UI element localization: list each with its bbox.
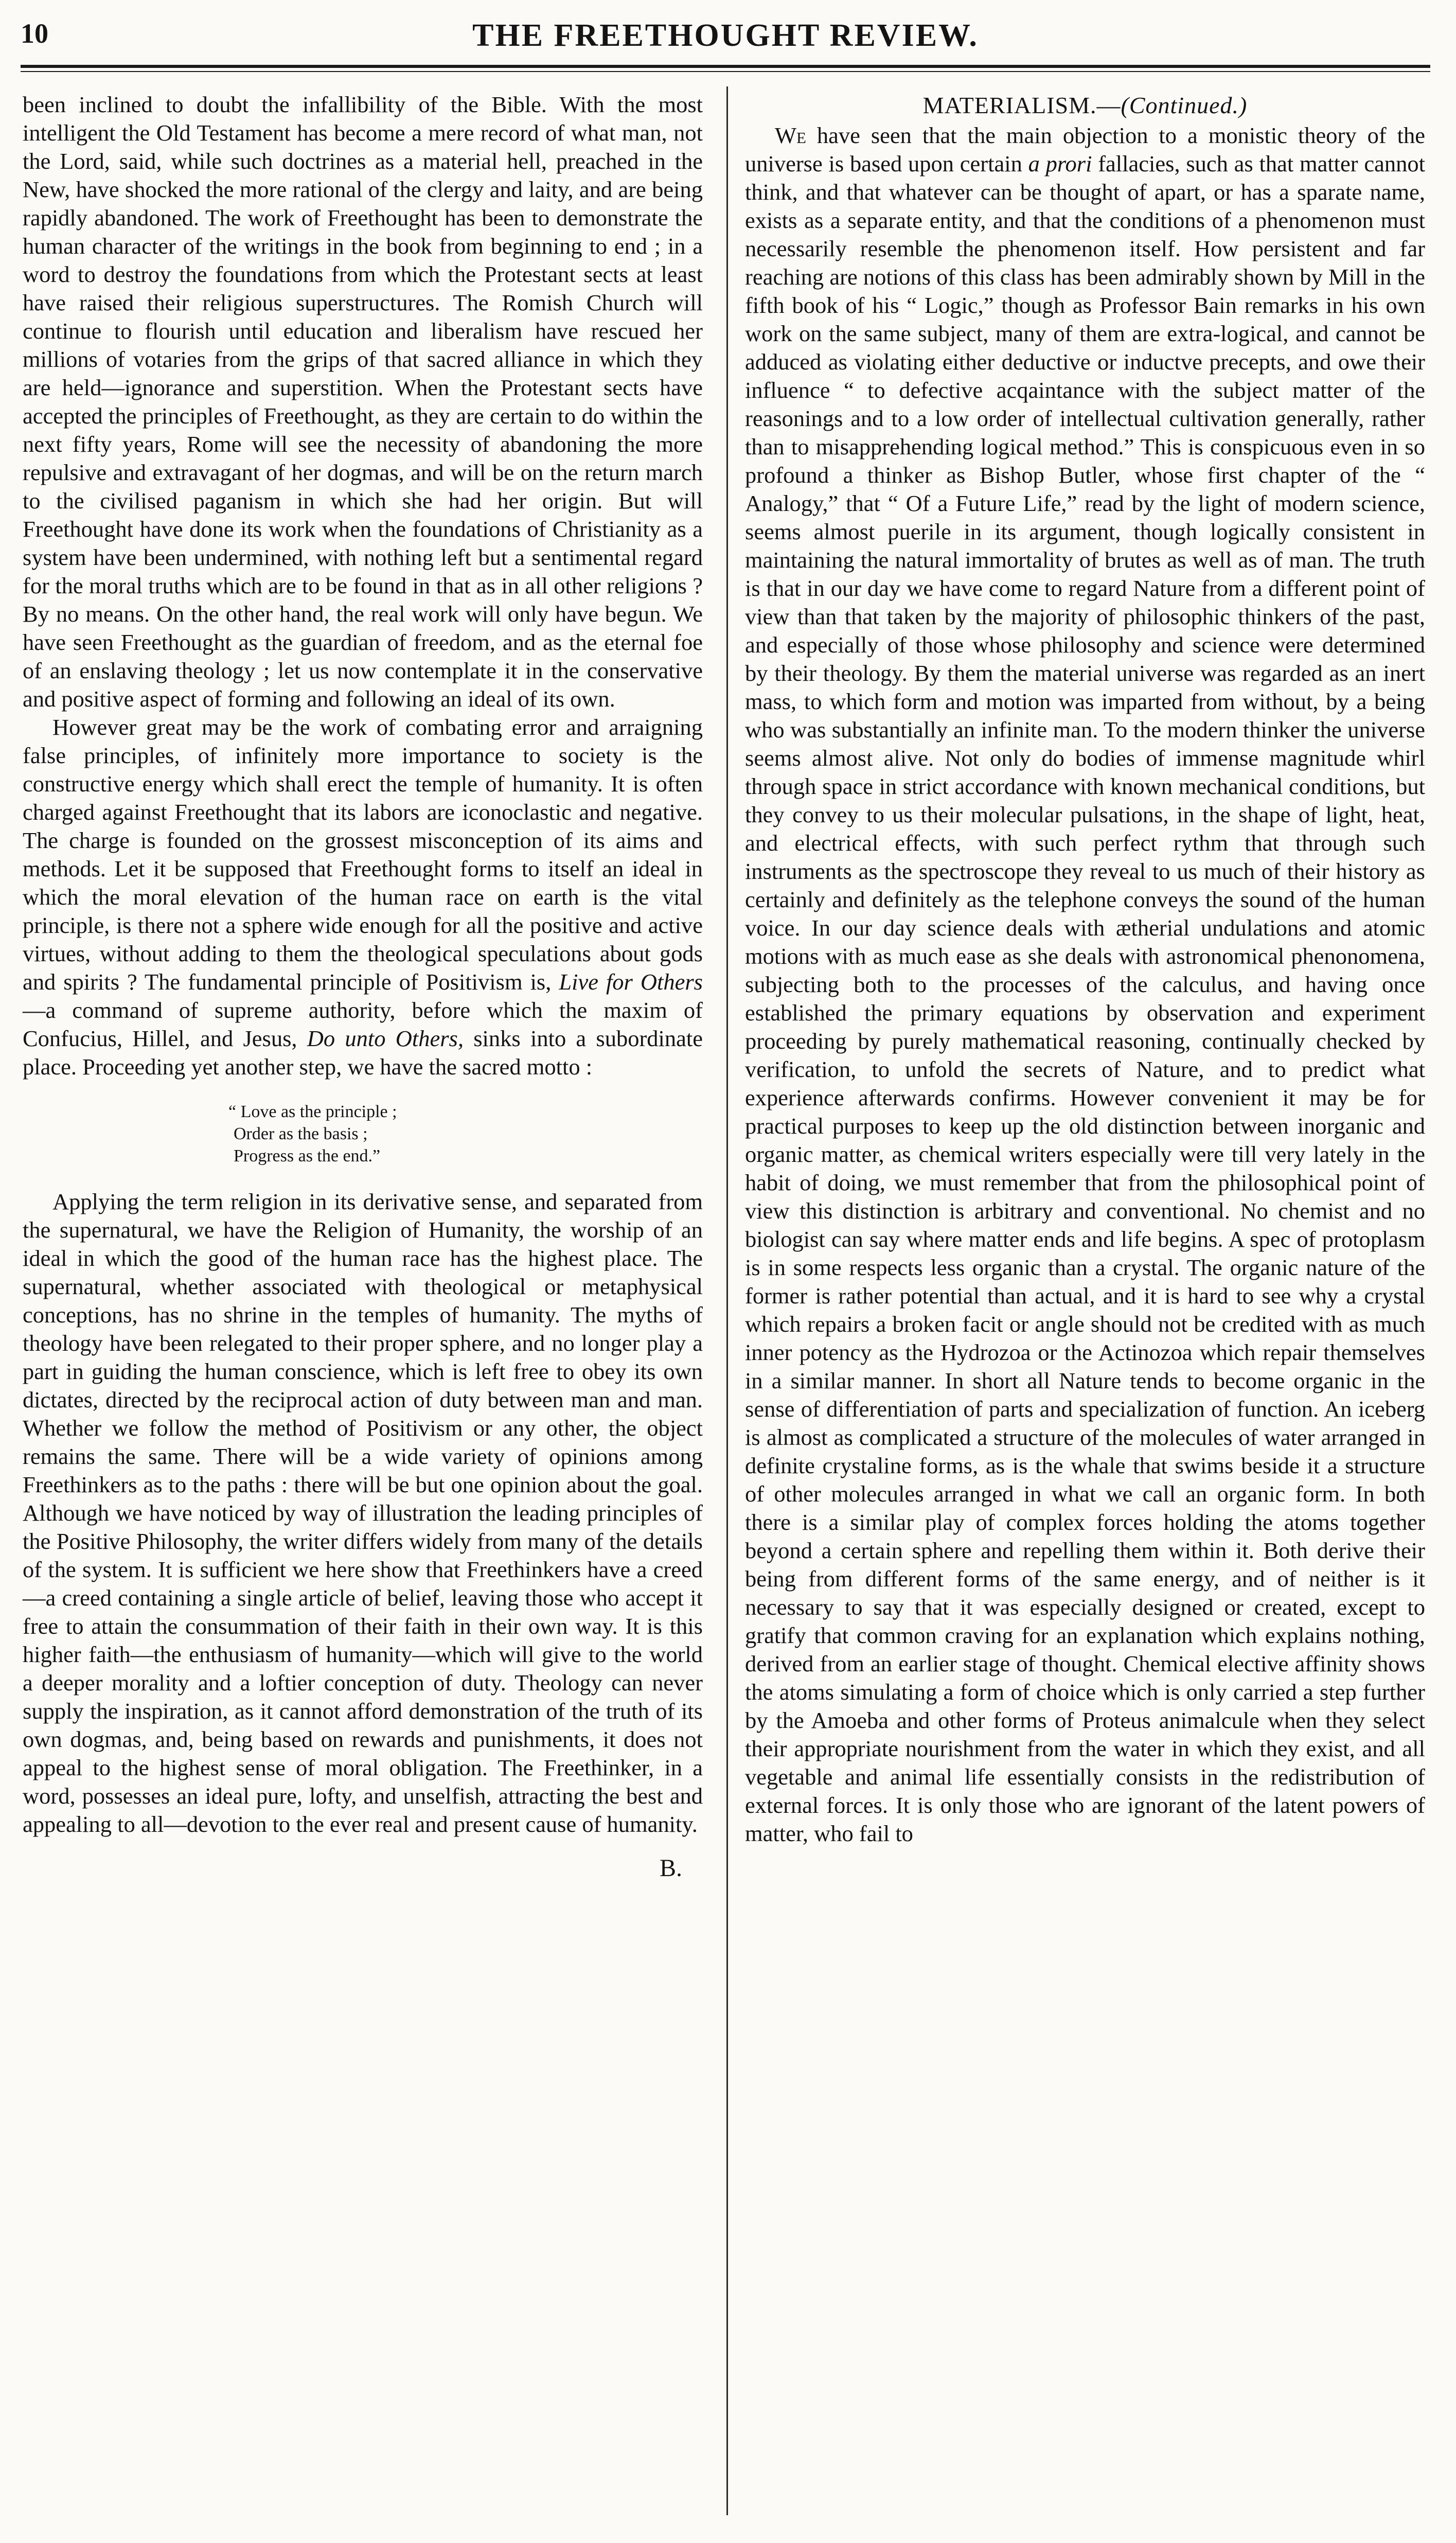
author-signature: B. (659, 1855, 682, 1882)
motto-line: Order as the basis ; (234, 1124, 368, 1143)
page-header (21, 14, 1430, 71)
page (21, 14, 1430, 2526)
left-column (23, 91, 703, 1882)
italic-phrase: Do unto Others, (307, 1026, 464, 1051)
continued-label: (Continued.) (1121, 92, 1248, 118)
drop-word: We (775, 122, 806, 148)
right-column (745, 91, 1425, 1848)
italic-phrase: a prori (1028, 151, 1092, 176)
motto-quote (228, 1101, 703, 1167)
motto-line: “ Love as the principle ; (228, 1102, 397, 1121)
paragraph: However great may be the work of combating error and arraigning false principles, of infinitely more importance to society is the constructive energy which shall erect the temple of humanity. It is often charged against Freethought that its labors are iconoclastic and negative. The charge is founded on the grossest misconception of its aims and methods. Let it be supposed that Freethought forms to itself an ideal in which the moral elevation of the human race on earth is the vital principle, is there not a sphere wide enough for all the positive and active virtues, without adding to them the theological speculations about gods and spirits ? The fundamental principle of Positivism is, Live for Others—a command of supreme authority, before which the maxim of Confucius, Hillel, and Jesus, Do unto Others, sinks into a subordinate place. Proceeding yet another step, we have the sacred motto : (23, 714, 703, 1080)
paragraph: We have seen that the main objection to a monistic theory of the universe is based upon certain a prori fallacies, such as that matter cannot think, and that whatever can be thought of apart, or has a sparate name, exists as a separate entity, and that the conditions of a phenomenon must necessarily resemble the phenomenon itself. How persistent and far reaching are notions of this class has been admirably shown by Mill in the fifth book of his “ Logic,” though as Professor Bain remarks in his own work on the same subject, many of them are extra-logical, and cannot be adduced as violating either deductive or inductve precepts, and owe their influence “ to defective acqaintance with the subject matter of the reasonings and to a low order of intellectual cultivation generally, rather than to misapprehending logical method.” This is conspicuous even in so profound a thinker as Bishop Butler, whose first chapter of the “ Analogy,” that “ Of a Future Life,” read by the light of modern science, seems almost puerile in its argument, though logically consistent in maintaining the natural immortality of brutes as well as of man. The truth is that in our day we have come to regard Nature from a different point of view than that taken by the majority of philosophic thinkers of the past, and especially of those whose philosophy and science were determined by their theology. By them the material universe was regarded as an inert mass, to which form and motion was imparted from without, by a being who was substantially an infinite man. To the modern thinker the universe seems almost alive. Not only do bodies of immense magnitude whirl through space in strict accordance with known mechanical conditions, but they convey to us their molecular pulsations, in the shape of light, heat, and electrical effects, with such perfect rythm that through such instruments as the spectroscope they reveal to us much of their history as certainly and definitely as the telephone conveys the sound of the human voice. In our day science deals with ætherial undulations and atomic motions with as much ease as she deals with astronomical phenonomena, subjecting both to the processes of the calculus, and having once established the primary equations by observation and experiment proceeding by purely mathematical reasoning, continually checked by verification, to unfold the secrets of Nature, and to predict what experience afterwards confirms. However convenient it may be for practical purposes to keep up the old distinction between inorganic and organic matter, as chemical writers especially were till very lately in the habit of doing, we must remember that from the philosophical point of view this distinction is arbitrary and conventional. No chemist and no biologist can say where matter ends and life begins. A spec of protoplasm is in some respects less organic than a crystal. The organic nature of the former is rather potential than actual, and it is hard to see why a crystal which repairs a broken facit or angle should not be credited with as much inner potency as the Hydrozoa or the Actinozoa which repair themselves in a similar manner. In short all Nature tends to become organic in the sense of differentiation of parts and specialization of function. An iceberg is almost as complicated a structure of the molecules of water arranged in definite crystaline forms, as is the whale that swims beside it a structure of other molecules arranged in what we call an organic form. In both there is a similar play of complex forces holding the atoms together beyond a certain sphere and repelling them within it. Both derive their being from different forms of the same energy, and of neither is it necessary to say that it was especially designed or created, except to gratify that common craving for an explanation which explains nothing, derived from an earlier stage of thought. Chemical elective affinity shows the atoms simulating a form of choice which is only carried a step further by the Amoeba and other forms of Proteus animalcule when they select their appropriate nourishment from the water in which they exist, and all vegetable and animal life essentially consists in the redistribution of external forces. It is only those who are ignorant of the latent powers of matter, who fail to (745, 122, 1425, 1846)
column-divider (726, 86, 728, 2515)
running-head: THE FREETHOUGHT REVIEW. (472, 18, 979, 53)
header-rule-thick (21, 65, 1430, 68)
motto-line: Progress as the end.” (234, 1146, 381, 1165)
paragraph: Applying the term religion in its derivative sense, and separated from the supernatural, we have the Religion of Humanity, the worship of an ideal in which the good of the human race has the highest place. The supernatural, whether associated with theological or metaphysical conceptions, has no shrine in the temples of humanity. The myths of theology have been relegated to their proper sphere, and no longer play a part in guiding the human conscience, which is left free to obey its own dictates, directed by the reciprocal action of duty between man and man. Whether we follow the method of Positivism or any other, the object remains the same. There will be a wide variety of opinions among Freethinkers as to the paths : there will be but one opinion about the goal. Although we have noticed by way of illustration the leading principles of the Positive Philosophy, the writer differs widely from many of the details of the system. It is sufficient we here show that Freethinkers have a creed—a creed containing a single article of belief, leaving those who accept it free to attain the consummation of their faith in their own way. It is this higher faith—the enthusiasm of humanity—which will give to the world a deeper morality and a loftier conception of duty. Theology can never supply the inspiration, as it cannot afford demonstration of the truth of its own dogmas, and, being based on rewards and punishments, it does not appeal to the highest sense of moral obligation. The Freethinker, in a word, possesses an ideal pure, lofty, and unselfish, attracting the best and appealing to all—devotion to the ever real and present cause of humanity. (23, 1189, 703, 1837)
page-number: 10 (21, 18, 48, 49)
article-title: MATERIALISM.—(Continued.) (922, 92, 1248, 118)
header-rule-thin (21, 71, 1430, 72)
paragraph: been inclined to doubt the infallibility of the Bible. With the most intelligent the Old Testament has become a mere record of what man, not the Lord, said, while such doctrines as a material hell, preached in the New, have shocked the more rational of the clergy and laity, and are being rapidly abandoned. The work of Freethought has been to demonstrate the human character of the writings in the book from beginning to end ; in a word to destroy the foundations from which the Protestant sects at least have raised their religious superstructures. The Romish Church will continue to flourish until education and liberalism have rescued her millions of votaries from the grips of that sacred alliance in which they are held—ignorance and superstition. When the Protestant sects have accepted the principles of Freethought, as they are certain to do within the next fifty years, Rome will see the necessity of abandoning the more repulsive and extravagant of her dogmas, and will be on the return march to the civilised paganism in which she had her origin. But will Freethought have done its work when the foundations of Christianity as a system have been undermined, with nothing left but a sentimental regard for the moral truths which are to be found in that as in all other religions ? By no means. On the other hand, the real work will only have begun. We have seen Freethought as the guardian of freedom, and as the eternal foe of an enslaving theology ; let us now contemplate it in the conservative and positive aspect of forming and following an ideal of its own. (23, 92, 703, 712)
italic-phrase: Live for Others (559, 969, 703, 995)
